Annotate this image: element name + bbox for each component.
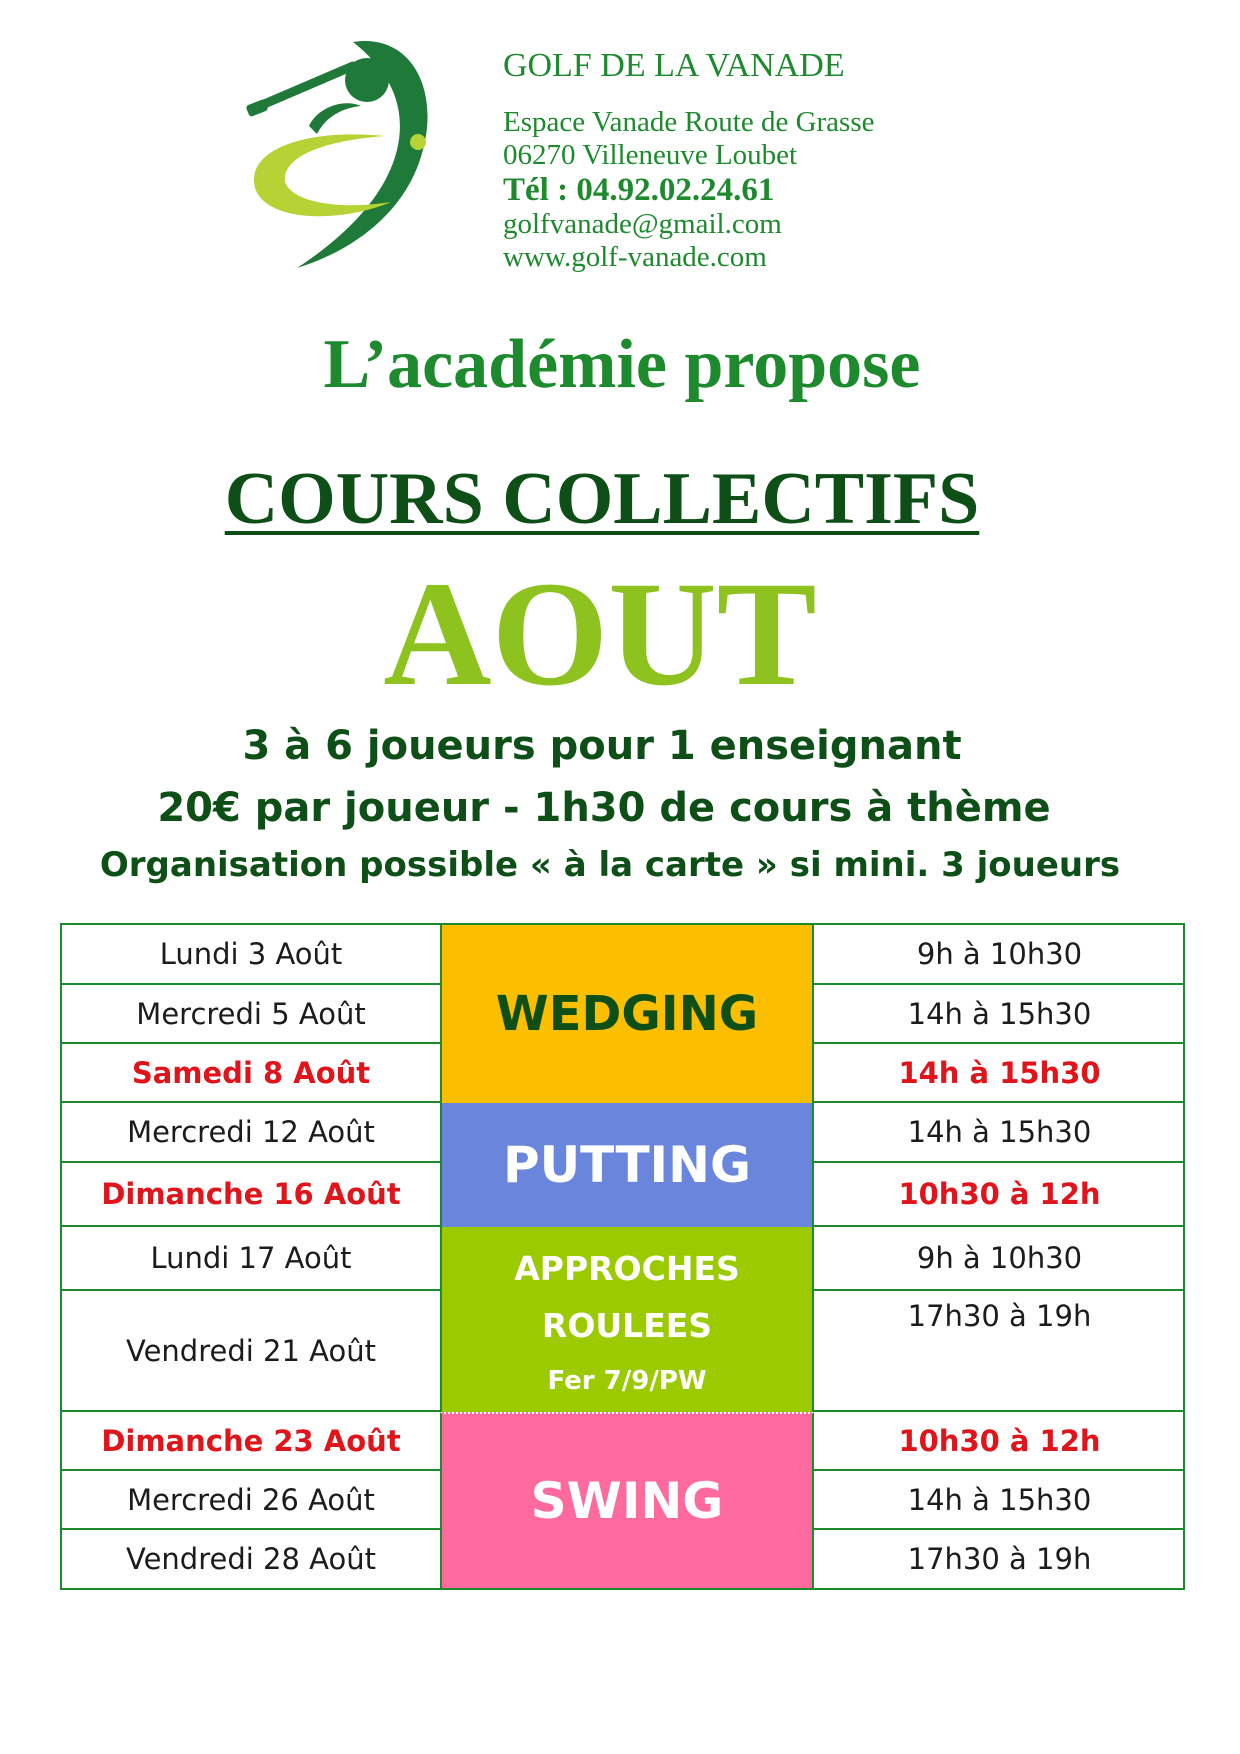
address-line-1: Espace Vanade Route de Grasse [503,106,875,138]
table-row-time: 10h30 à 12h [814,1163,1185,1227]
table-row-time: 17h30 à 19h [907,1542,1092,1576]
table-row-date: Mercredi 12 Août [62,1103,440,1163]
table-row-date: Mercredi 26 Août [62,1471,440,1530]
theme-putting: PUTTING [440,1103,814,1227]
info-players: 3 à 6 joueurs pour 1 enseignant [242,723,962,769]
theme-approches-line-2: ROULEES [541,1306,713,1345]
golfer-swing-logo [245,38,485,270]
info-price: 20€ par joueur - 1h30 de cours à thème [157,785,1051,831]
theme-wedging: WEDGING [440,925,814,1103]
table-row-date: Vendredi 21 Août [62,1291,440,1412]
table-row-time: 14h à 15h30 [814,1044,1185,1103]
month-heading: AOUT [383,551,817,717]
table-row-date: Dimanche 16 Août [62,1163,440,1227]
theme-approches-clubs: Fer 7/9/PW [547,1366,707,1396]
courses-heading-text: COURS COLLECTIFS [224,458,980,540]
theme-approches-line-1: APPROCHES [514,1249,740,1288]
phone-number: Tél : 04.92.02.24.61 [503,172,775,208]
table-row-date: Lundi 3 Août [62,925,440,985]
courses-heading [0,456,1222,542]
club-name: GOLF DE LA VANADE [503,47,845,84]
table-row-date: Lundi 17 Août [62,1227,440,1291]
table-row-time: 10h30 à 12h [814,1412,1185,1471]
table-row-date: Dimanche 23 Août [62,1412,440,1471]
schedule-table [60,923,1185,1590]
table-row-date: Mercredi 5 Août [62,985,440,1044]
table-row-time: 14h à 15h30 [814,1471,1185,1530]
table-row-time: 9h à 10h30 [814,1227,1185,1291]
table-row-time: 9h à 10h30 [814,925,1185,985]
address-line-2: 06270 Villeneuve Loubet [503,139,798,171]
table-row-time: 14h à 15h30 [814,985,1185,1044]
theme-swing: SWING [440,1412,814,1588]
academy-heading: L’académie propose [323,326,921,403]
table-row-date: Vendredi 28 Août [126,1542,376,1576]
table-row-time: 14h à 15h30 [814,1103,1185,1163]
contact-block [503,44,1003,274]
email-address: golfvanade@gmail.com [503,208,782,240]
website-url: www.golf-vanade.com [503,241,767,273]
info-organisation: Organisation possible « à la carte » si mini. 3 joueurs [99,845,1121,885]
theme-approches [440,1227,814,1412]
table-row-date: Samedi 8 Août [62,1044,440,1103]
table-row-time: 17h30 à 19h [814,1291,1185,1412]
